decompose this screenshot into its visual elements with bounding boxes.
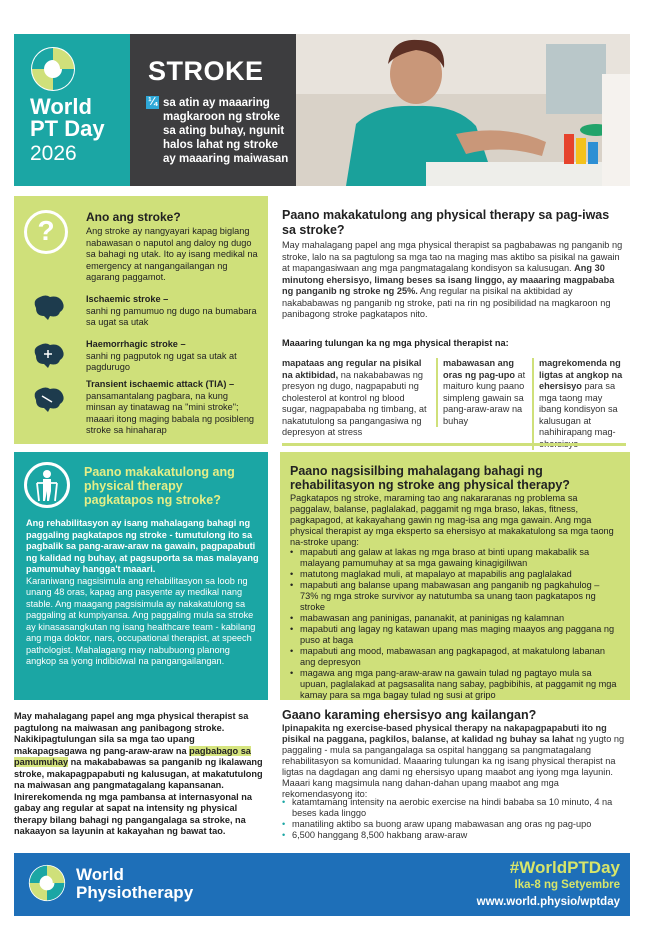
prevention-body: May mahalagang papel ang mga physical therapist sa pagbabawas ng panganib ng stroke, lalo na sa pagtulong sa mga tao na maging mas aktibo sa pisikal na gawain at mapangasiwaan ang mga pangmatagalang kondisyon sa kalusugan. Ang 30 minutong ehersisyo, limang beses sa isang linggo, ay maaaring magpababa ng panganib ng stroke ng 25%. Ang regular na pisikal na aktibidad ay nakababawas ng panganib ng stroke, pati na rin ng posibilidad na magkaroon ng panibagong stroke pagkatapos nito. <box>282 240 623 319</box>
list-item: • 6,500 hanggang 8,500 hakbang araw-araw <box>282 830 626 841</box>
secondary-prevention-text: May mahalagang papel ang mga physical therapist sa pagtulong na maiwasan ang panibagong stroke. Nakikipagtulungan sila sa mga tao upang makapagsagawa ng pang-araw-araw na pagbabago sa pamumuhay na makababawas sa panganib ng ikalawang stroke, makapagpapabuti ng kalusugan, at makatutulong na maiwasan ang pangmatagalang kapansanan. Inirerekomenda ng mga pambansa at internasyonal na gabay ang regular at sapat na intensity ng physical therapy bilang bahagi ng pangangalaga sa stroke, na nakaayon sa layunin at kakayahan ng bawat tao. <box>14 711 263 836</box>
rehab-help-body: Ang rehabilitasyon ay isang mahalagang bahagi ng paggaling pagkatapos ng stroke - tumutulong ito sa pagbalik sa pang-araw-araw na gawain, pagpapabuti ng kalidad ng buhay, at pagsuporta sa mas malayang pamumuhay hangga't maaari. Karaniwang nagsisimula ang rehabilitasyon sa loob ng unang 48 oras, kapag ang pasyente ay medikal nang stable. Ang maagang pagsisimula ay nakakatulong sa paggaling at kumpiyansa. Ang paggaling mula sa stroke ay kinasasangkutan ng isang healthcare team - kabilang ang mga doktor, nars, occupational therapist, at speech pathologist. Mahalagang may nabubuong planong angkop sa iyong indibidwal na pangangailangan. <box>26 518 259 666</box>
rehab-help-heading: Paano makakatulong ang physical therapy pagkatapos ng stroke? <box>84 465 235 507</box>
brain-icon <box>30 294 66 320</box>
prevention-col-2: mabawasan ang oras ng pag-upo at maituro kung paano simpleng gawain sa pang-araw-araw na buhay <box>436 358 526 427</box>
type-haemorrhagic: Haemorrhagic stroke – sanhi ng pagputok ng ugat sa utak at pagdurugo <box>86 339 237 372</box>
exercise-recommendations-list <box>282 797 626 841</box>
list-item: • matutong maglakad muli, at mapalayo at mapabilis ang paglalakad <box>290 569 620 580</box>
exercise-amount-heading: Gaano karaming ehersisyo ang kailangan? <box>282 708 537 722</box>
footer-url-link[interactable]: www.world.physio/wptday <box>476 896 620 908</box>
role-list <box>290 547 620 701</box>
list-item: • magawa ang mga pang-araw-araw na gawain tulad ng pagtayo mula sa upuan, paglalakad at pagsasalita nang sabay, pagbibihis, at paggamit ng mga kamay para sa mga bagay tulad ng susi at gripo <box>290 668 620 701</box>
world-physiotherapy-logo-icon <box>28 864 66 902</box>
role-body: Pagkatapos ng stroke, maraming tao ang nakararanas ng problema sa paggalaw, balanse, paglalakad, paggamit ng mga braso, lakas, fitness, pagkapagod, at kakayahang gawin ng mag-isa ang mga gawain. Ang mga physical therapist ay mga eksperto sa ehersisyo at makakatulong sa mga taong na-stroke upang: <box>290 493 614 547</box>
what-is-heading: Ano ang stroke? <box>86 210 181 224</box>
footer-date: Ika-8 ng Setyembre <box>514 879 620 891</box>
prevention-subheading: Maaaring tulungan ka ng mga physical therapist na: <box>282 338 509 348</box>
brain-tia-icon <box>30 386 66 412</box>
prevention-col-3: magrekomenda ng ligtas at angkop na ehersisyo para sa mga taong may ibang kondisyon sa kalusugan at nahihirapang mag- <box>532 358 626 450</box>
world-pt-day-logo-icon <box>30 46 76 92</box>
list-item: • mapabuti ang galaw at lakas ng mga braso at binti upang makabalik sa malayang pamumuhay at sa mga gawaing kinagigiliwan <box>290 547 620 569</box>
list-item: • mapabuti ang lagay ng katawan upang mas maging maayos ang paggana ng puso at baga <box>290 624 620 646</box>
section-divider <box>282 443 626 446</box>
list-item: • mapabuti ang mood, mabawasan ang pagkapagod, at makatulong labanan ang depresyon <box>290 646 620 668</box>
question-mark-glyph: ? <box>37 215 55 246</box>
list-item: • katamtamang intensity na aerobic exercise na hindi bababa sa 10 minuto, 4 na beses kada linggo <box>282 797 626 819</box>
page-title: STROKE <box>148 56 264 86</box>
type-ischaemic: Ischaemic stroke – sanhi ng pamumuo ng dugo na bumabara sa ugat sa utak <box>86 294 257 327</box>
fraction-badge: ¼ <box>148 96 158 108</box>
list-item: • mapabuti ang balanse upang mabawasan ang panganib ng pagkahulog – 73% ng mga stroke survivor ay natutumba sa unang taon pagkatapos ng stroke <box>290 580 620 613</box>
exercise-amount-body: Ipinapakita ng exercise-based physical therapy na nakapagpapabuti ito ng pisikal na paggana, pagkilos, balanse, at kalidad ng buhay sa lahat ng yugto ng paggaling - mula sa pangangalaga sa ospital hanggang sa pangmatagalang rehabilitasyon sa komunidad. Maaaring tulungan ka ng isang physical therapist na ligtas na dagdagan ang dami ng ehersisyo upang maabot ang iyong mga layunin. Maaari kang magsimula nang dahan-dahan upang maabot ang mga rekomendasyong ito: <box>282 723 625 799</box>
brain-bleed-icon <box>30 342 66 368</box>
brand-title: World PT Day <box>30 94 105 141</box>
header-tagline: sa atin ay maaaring magkaroon ng stroke sa ating buhay, ngunit halos lahat ng stroke ay maaaring maiwasan <box>163 97 289 165</box>
brand-year: 2026 <box>30 142 77 165</box>
type-tia: Transient ischaemic attack (TIA) – pansamantalang pagbara, na kung minsan ay tinatawag na "mini stroke"; maaari itong maging babala ng posibleng stroke sa hinaharap <box>86 379 255 435</box>
prevention-heading: Paano makakatulong ang physical therapy sa pag-iwas sa stroke? <box>282 208 610 237</box>
hero-photo <box>296 34 630 186</box>
list-item: • mabawasan ang paninigas, pananakit, at paninigas ng kalamnan <box>290 613 620 624</box>
prevention-col-1: mapataas ang regular na pisikal na aktibidad, na nakababawas ng presyon ng dugo, nagpapabuti ng cholesterol at kontrol ng blood sugar, nagpapababa ng timbang, at nakatutulong sa pangangasiwa ng depresyon at stress <box>282 358 427 437</box>
footer-org-name: World Physiotherapy <box>76 865 194 902</box>
walker-icon <box>24 462 70 508</box>
therapy-session-illustration <box>296 34 630 186</box>
list-item: • manatiling aktibo sa buong araw upang mabawasan ang oras ng pag-upo <box>282 819 626 830</box>
walker-person-icon <box>27 465 67 505</box>
role-heading: Paano nagsisilbing mahalagang bahagi ng rehabilitasyon ng stroke ang physical therapy? <box>290 464 570 492</box>
footer-hashtag: #WorldPTDay <box>509 858 620 877</box>
what-is-intro: Ang stroke ay nangyayari kapag biglang nabawasan o naputol ang daloy ng dugo sa bahagi ng utak. Ito ay isang medikal na emergency at nangangailangan ng agarang paggamot. <box>86 226 258 282</box>
